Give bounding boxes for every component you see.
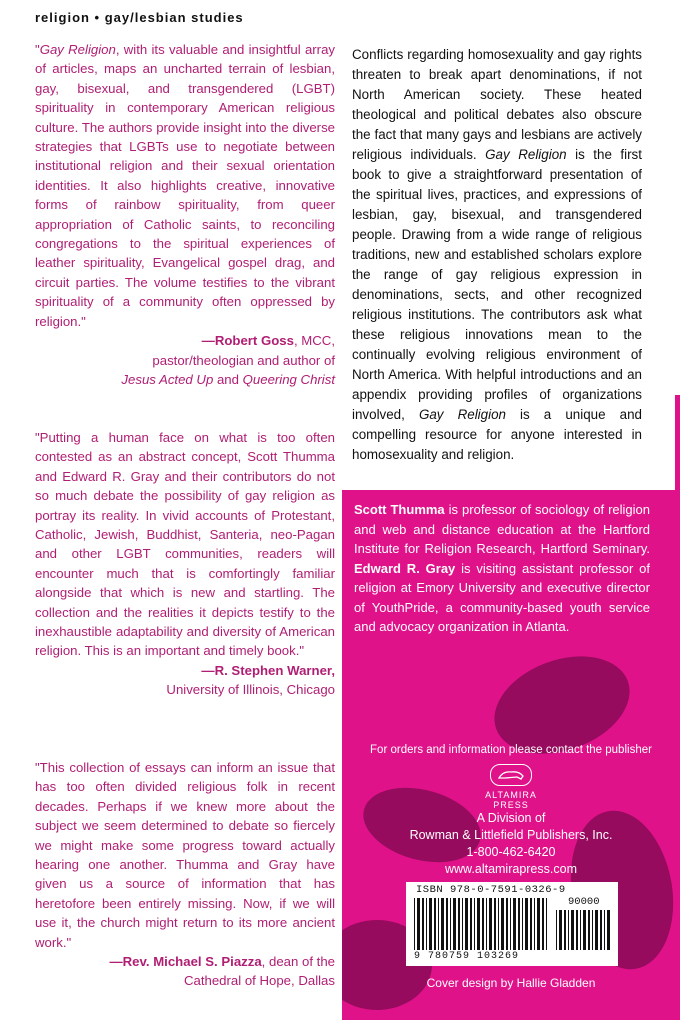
endorsement-body: , with its valuable and insightful array of articles, maps an uncharted terrain of lesbian, gay, bisexual, and transgendered (LGBT) spirituality in contemporary American religious culture. The authors provide insight into the diverse strategies that LGBTs use to negotiate between institutional religion and their sexual orientation identities. It also highlights creative, innovative forms of rainbow spirituality, from queer appropriation of Catholic saints, to reconciling congregations to the spiritual experiences of leather spirituality, Evangelical gospel drag, and circuit parties. The volume testifies to the vibrant spirituality of a community often oppressed by religion." — [35, 42, 336, 329]
barcode-bar — [595, 910, 598, 950]
author-name: —R. Stephen Warner, — [201, 662, 335, 678]
barcode-bar — [592, 910, 593, 950]
author-name: —Rev. Michael S. Piazza — [109, 954, 262, 970]
barcode-bar — [580, 910, 581, 950]
category-header: religion • gay/lesbian studies — [35, 10, 244, 25]
author-books — [35, 370, 335, 389]
barcode-bar — [486, 898, 487, 950]
logo-subtext: PRESS — [493, 800, 529, 810]
barcode-bar — [546, 898, 547, 950]
book-title: Gay Religion — [485, 147, 567, 162]
website: www.altamirapress.com — [445, 862, 577, 876]
author-name: —Robert Goss — [201, 333, 294, 349]
isbn-digits: 9 780759 103269 — [414, 951, 520, 962]
barcode-bar — [498, 898, 499, 950]
orders-note: For orders and information please contact the publisher — [370, 744, 652, 756]
author-name: Scott Thumma — [354, 502, 445, 517]
barcode-bar — [530, 898, 532, 950]
endorsement-piazza — [35, 758, 335, 991]
barcode-bar — [458, 898, 460, 950]
panel-edge — [675, 395, 680, 490]
barcode-bar — [506, 898, 508, 950]
barcode-bar — [494, 898, 496, 950]
barcode-bar — [414, 898, 415, 950]
price-barcode-bars — [556, 910, 610, 950]
endorsement-goss — [35, 40, 335, 389]
barcode-bar — [588, 910, 590, 950]
barcode-bar — [434, 898, 436, 950]
barcode-bar — [465, 898, 468, 950]
barcode-bar — [571, 910, 574, 950]
book-title: Gay Religion — [418, 407, 506, 422]
barcode-bar — [510, 898, 511, 950]
book-description — [352, 45, 642, 465]
barcode-bar — [450, 898, 451, 950]
logo-text: ALTAMIRA — [485, 790, 537, 800]
barcode-bar — [534, 898, 535, 950]
barcode-bar — [482, 898, 484, 950]
author-bio — [354, 500, 650, 637]
author-role: pastor/theologian and author of — [152, 352, 335, 368]
animal-icon — [491, 765, 531, 785]
barcode-bar — [474, 898, 475, 950]
barcode-bar — [607, 910, 610, 950]
barcode-bar — [604, 910, 605, 950]
book-title: Queering Christ — [242, 371, 335, 387]
barcode-bar — [513, 898, 516, 950]
publisher-info — [342, 744, 680, 878]
endorsement-text: "This collection of essays can inform an issue that has too often divided religious folk in recent decades. Perhaps if we knew more about the subject we seem determined to debate so fiercely we might make some progress toward actually hearing one another. Thumma and Gray have given us a source of information that has heretofore been entirely missing. Now, if we will use it, the church might return to its more ancient work." — [35, 760, 335, 950]
barcode-bar — [462, 898, 463, 950]
bio-text: is professor of sociology of religion and web and distance education at the Hartford Institute for Religion Research, Hartford Seminary. — [354, 502, 650, 556]
barcode-bar — [525, 898, 528, 950]
barcode-bar — [576, 910, 578, 950]
description-text: Conflicts regarding homosexuality and gay rights threaten to break apart denominations, if not North American society. These heated theological and political debates also obscure the fact that many gays and lesbians are actively religious individuals. — [352, 47, 642, 162]
author-affiliation: Cathedral of Hope, Dallas — [183, 973, 335, 989]
endorsement-warner — [35, 428, 335, 700]
isbn-label: ISBN 978-0-7591-0326-9 — [416, 884, 566, 896]
book-title: Jesus Acted Up — [121, 371, 214, 387]
price-code: 90000 — [568, 896, 600, 908]
publisher-logo — [490, 764, 532, 786]
barcode-bar — [438, 898, 439, 950]
endorsement-text: "Putting a human face on what is too often contested as an abstract concept, Scott Thumma and Edward R. Gray and their contributors do not so much debate the possibility of gay religion as portray its reality. In vivid accounts of Protestant, Catholic, Jewish, Buddhist, Santeria, neo-Pagan and other LGBT communities, readers will encounter much that is comfortingly familiar alongside that which is new and startling. The collection and the realities it depicts testify to the inexhaustible adaptability and diversity of American religion. This is an important and timely book." — [35, 430, 335, 659]
description-text: is a unique and compelling resource for anyone interested in homosexuality and religion. — [352, 407, 642, 462]
cover-credit: Cover design by Hallie Gladden — [426, 976, 596, 990]
barcode-bar — [426, 898, 427, 950]
barcode-bar — [564, 910, 566, 950]
author-credential: , dean of the — [261, 954, 335, 970]
endorsement-author — [35, 952, 335, 971]
barcode-bar — [489, 898, 492, 950]
barcode-bar — [600, 910, 602, 950]
barcode-bar — [559, 910, 562, 950]
barcode-bar — [441, 898, 444, 950]
barcode — [406, 882, 618, 966]
barcode-bar — [470, 898, 472, 950]
barcode-bar — [453, 898, 456, 950]
author-affiliation: University of Illinois, Chicago — [166, 682, 335, 698]
barcode-bar — [446, 898, 448, 950]
division-note: A Division of — [476, 811, 546, 825]
author-credential: , MCC, — [293, 333, 335, 349]
barcode-bar — [556, 910, 557, 950]
endorsement-author — [35, 661, 335, 680]
barcode-bar — [429, 898, 432, 950]
barcode-bar — [568, 910, 569, 950]
barcode-bar — [537, 898, 540, 950]
barcode-bar — [417, 898, 420, 950]
barcode-bars — [414, 898, 550, 950]
phone-number: 1-800-462-6420 — [466, 845, 556, 859]
endorsement-author — [35, 331, 335, 350]
book-title: Gay Religion — [39, 42, 116, 57]
barcode-bar — [522, 898, 523, 950]
endorsement-text: "Gay Religion, with its valuable and insightful array of articles, maps an uncharted terrain of lesbian, gay, bisexual, and transgendered (LGBT) spirituality in contemporary American religious culture. The authors provide insight into the diverse strategies that LGBTs use to negotiate between institutional religion and their sexual orientation identities. It also highlights creative, innovative forms of rainbow spirituality, from queer appropriation of Catholic saints, to reconciling congregations to the spiritual experiences of leather spirituality, Evangelical gospel drag, and circuit parties. The volume testifies to the vibrant spirituality of a community often oppressed by religion." — [35, 42, 336, 329]
barcode-bar — [477, 898, 480, 950]
description-text: is the first book to give a straightforward presentation of the spiritual lives, practices, and expressions of lesbian, gay, bisexual, and transgendered people. Drawing from a wide range of religious traditions, new and established scholars explore the range of gay religious expression in denominations, sects, and other recognized religious institutions. The contributors ask what these religious innovations mean to the continually evolving religious environment of North America. With helpful introductions and an appendix providing profiles of organizations involved, — [352, 147, 642, 422]
barcode-bar — [542, 898, 544, 950]
barcode-bar — [501, 898, 504, 950]
conjunction: and — [213, 371, 243, 387]
parent-company: Rowman & Littlefield Publishers, Inc. — [409, 828, 613, 842]
barcode-bar — [583, 910, 586, 950]
barcode-bar — [518, 898, 520, 950]
bio-text: is visiting assistant professor of religion at Emory University and executive director of YouthPride, a community-based youth service and advocacy organization in Atlanta. — [354, 560, 650, 634]
author-panel — [342, 490, 680, 1020]
author-name: Edward R. Gray — [354, 560, 456, 576]
barcode-bar — [422, 898, 424, 950]
